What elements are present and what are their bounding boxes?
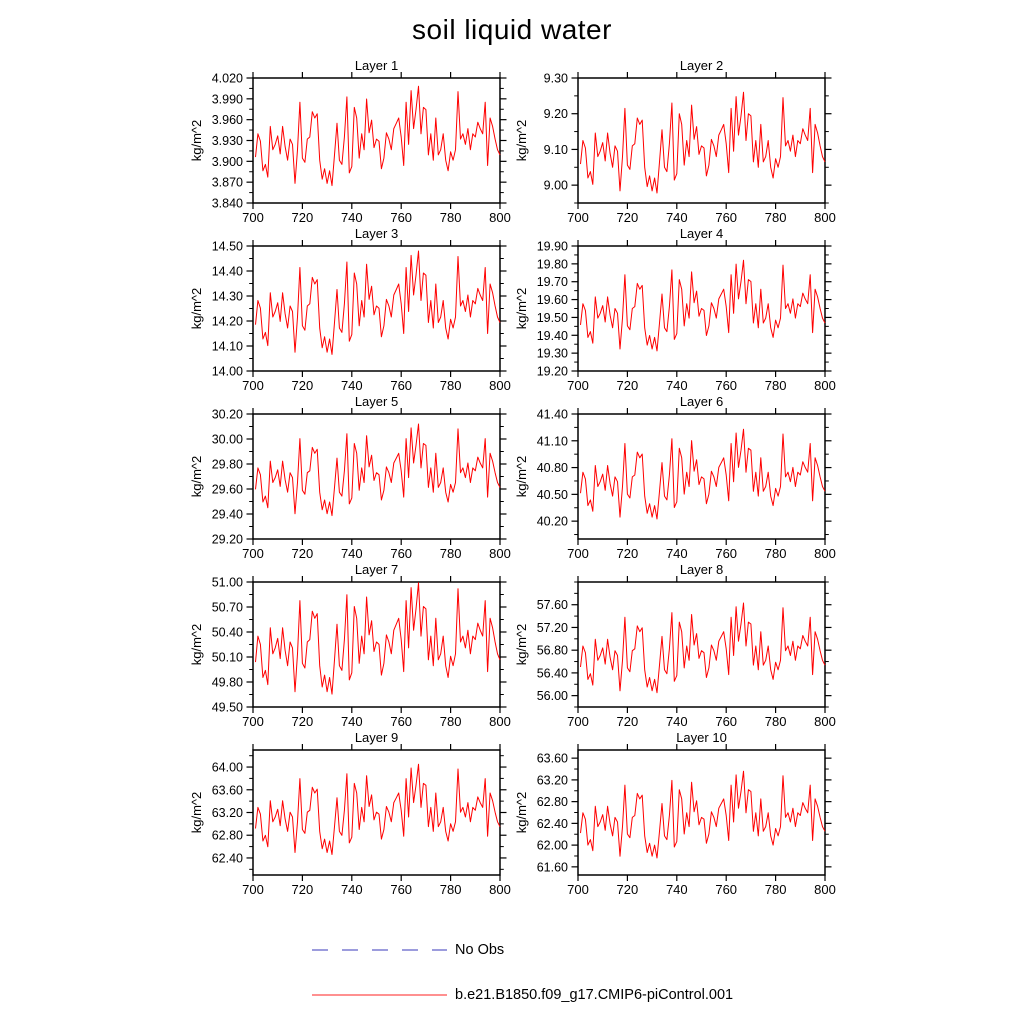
legend-label-no-obs: No Obs: [455, 942, 505, 958]
x-tick-label: 780: [439, 714, 462, 729]
y-tick-label: 3.960: [211, 113, 243, 128]
x-tick-label: 760: [715, 378, 738, 393]
y-tick-label: 9.30: [543, 71, 568, 86]
y-tick-label: 64.00: [211, 760, 243, 775]
x-tick-label: 760: [390, 210, 413, 225]
series-line: [256, 251, 501, 354]
x-tick-label: 740: [340, 882, 363, 897]
x-tick-label: 720: [616, 882, 639, 897]
y-axis-label: kg/m^2: [189, 791, 204, 834]
y-tick-label: 41.40: [536, 407, 568, 422]
y-axis-label: kg/m^2: [514, 287, 529, 330]
y-tick-label: 56.40: [536, 666, 568, 681]
y-tick-label: 61.60: [536, 860, 568, 875]
y-tick-label: 14.30: [211, 289, 243, 304]
x-tick-label: 800: [489, 714, 511, 729]
y-tick-label: 3.990: [211, 92, 243, 107]
panel-layer-4: [514, 226, 836, 393]
y-tick-label: 9.10: [543, 142, 568, 157]
y-axis-label: kg/m^2: [189, 623, 204, 666]
x-tick-label: 700: [242, 546, 264, 561]
x-tick-label: 760: [390, 378, 413, 393]
y-tick-label: 29.60: [211, 482, 243, 497]
x-tick-label: 740: [340, 378, 363, 393]
x-tick-label: 760: [715, 210, 738, 225]
y-axis-label: kg/m^2: [514, 119, 529, 162]
y-tick-label: 50.70: [211, 600, 243, 615]
x-tick-label: 720: [291, 882, 314, 897]
x-tick-label: 760: [715, 882, 738, 897]
x-tick-label: 720: [291, 378, 314, 393]
x-tick-label: 740: [665, 882, 688, 897]
x-tick-label: 780: [764, 210, 787, 225]
series-line: [581, 260, 826, 351]
y-tick-label: 9.20: [543, 107, 568, 122]
x-tick-label: 740: [665, 210, 688, 225]
x-tick-label: 700: [567, 882, 589, 897]
panel-title: Layer 6: [679, 394, 724, 409]
panel-layer-7: [189, 562, 511, 729]
series-line: [581, 92, 826, 193]
series-line: [256, 764, 501, 854]
y-axis-label: kg/m^2: [514, 455, 529, 498]
x-tick-label: 720: [616, 210, 639, 225]
y-tick-label: 40.80: [536, 461, 568, 476]
y-tick-label: 19.50: [536, 310, 568, 325]
x-tick-label: 740: [665, 546, 688, 561]
y-tick-label: 50.10: [211, 650, 243, 665]
panel-layer-6: [514, 394, 836, 561]
x-tick-label: 780: [439, 210, 462, 225]
x-tick-label: 720: [616, 714, 639, 729]
panel-title: Layer 8: [679, 562, 724, 577]
x-tick-label: 780: [439, 546, 462, 561]
series-line: [256, 424, 501, 516]
series-line: [581, 603, 826, 693]
no-obs-dashed-line-swatch: [312, 945, 447, 955]
legend-item-no-obs: [312, 942, 504, 958]
y-tick-label: 63.60: [536, 751, 568, 766]
x-tick-label: 780: [439, 378, 462, 393]
panel-layer-5: [189, 394, 511, 561]
y-tick-label: 56.00: [536, 689, 568, 704]
x-tick-label: 760: [390, 546, 413, 561]
y-tick-label: 19.80: [536, 257, 568, 272]
x-tick-label: 740: [665, 714, 688, 729]
x-tick-label: 700: [567, 546, 589, 561]
series-line: [256, 86, 501, 185]
x-tick-label: 780: [764, 546, 787, 561]
y-tick-label: 29.20: [211, 532, 243, 547]
series-line: [581, 771, 826, 858]
y-axis-label: kg/m^2: [189, 119, 204, 162]
y-axis-label: kg/m^2: [189, 455, 204, 498]
y-tick-label: 51.00: [211, 575, 243, 590]
y-tick-label: 30.20: [211, 407, 243, 422]
y-tick-label: 19.30: [536, 346, 568, 361]
y-tick-label: 3.870: [211, 175, 243, 190]
x-tick-label: 800: [489, 546, 511, 561]
model-run-solid-line-swatch: [312, 990, 447, 1000]
panel-layer-1: [189, 58, 511, 225]
y-tick-label: 50.40: [211, 625, 243, 640]
x-tick-label: 760: [390, 882, 413, 897]
y-tick-label: 29.80: [211, 457, 243, 472]
x-tick-label: 800: [489, 882, 511, 897]
panel-layer-8: [514, 562, 836, 729]
x-tick-label: 720: [616, 378, 639, 393]
legend-item-model-run: [312, 987, 733, 1003]
x-tick-label: 700: [567, 378, 589, 393]
y-tick-label: 63.20: [211, 806, 243, 820]
panel-title: Layer 9: [354, 730, 399, 745]
y-tick-label: 14.40: [211, 264, 243, 279]
y-tick-label: 19.40: [536, 328, 568, 343]
y-axis-label: kg/m^2: [514, 791, 529, 834]
y-tick-label: 49.50: [211, 700, 243, 715]
series-line: [581, 429, 826, 519]
y-tick-label: 14.10: [211, 339, 243, 354]
y-tick-label: 19.60: [536, 293, 568, 308]
y-tick-label: 3.900: [211, 154, 243, 169]
y-tick-label: 14.20: [211, 314, 243, 329]
panel-title: Layer 1: [354, 58, 399, 73]
x-tick-label: 700: [567, 210, 589, 225]
x-tick-label: 780: [764, 882, 787, 897]
y-tick-label: 62.80: [211, 828, 243, 843]
x-tick-label: 740: [340, 210, 363, 225]
panel-layer-2: [514, 58, 836, 225]
x-tick-label: 760: [715, 546, 738, 561]
y-tick-label: 57.20: [536, 620, 568, 635]
x-tick-label: 720: [291, 714, 314, 729]
y-tick-label: 62.40: [536, 816, 568, 831]
x-tick-label: 780: [764, 378, 787, 393]
x-tick-label: 800: [814, 882, 836, 897]
x-tick-label: 800: [489, 378, 511, 393]
y-tick-label: 62.40: [211, 851, 243, 866]
panel-title: Layer 4: [679, 226, 724, 241]
x-tick-label: 720: [291, 210, 314, 225]
y-tick-label: 56.80: [536, 643, 568, 658]
legend-label-model-run: b.e21.B1850.f09_g17.CMIP6-piControl.001: [455, 987, 734, 1003]
panel-layer-9: [189, 730, 511, 897]
panel-title: Layer 2: [679, 58, 724, 73]
y-tick-label: 14.00: [211, 364, 243, 379]
x-tick-label: 760: [715, 714, 738, 729]
y-tick-label: 14.50: [211, 239, 243, 254]
x-tick-label: 700: [567, 714, 589, 729]
y-tick-label: 29.40: [211, 507, 243, 522]
y-tick-label: 4.020: [211, 71, 243, 86]
y-tick-label: 62.80: [536, 795, 568, 810]
x-tick-label: 720: [616, 546, 639, 561]
x-tick-label: 780: [439, 882, 462, 897]
y-tick-label: 63.20: [536, 773, 568, 788]
y-tick-label: 3.930: [211, 134, 243, 148]
y-tick-label: 49.80: [211, 675, 243, 690]
x-tick-label: 780: [764, 714, 787, 729]
y-axis-label: kg/m^2: [189, 287, 204, 330]
y-tick-label: 63.60: [211, 783, 243, 798]
x-tick-label: 720: [291, 546, 314, 561]
panel-layer-10: [514, 730, 836, 897]
y-tick-label: 19.20: [536, 364, 568, 379]
x-tick-label: 740: [340, 546, 363, 561]
x-tick-label: 800: [814, 378, 836, 393]
y-tick-label: 40.50: [536, 487, 568, 502]
y-tick-label: 19.90: [536, 239, 568, 254]
y-tick-label: 41.10: [536, 434, 568, 449]
x-tick-label: 760: [390, 714, 413, 729]
x-tick-label: 800: [814, 210, 836, 225]
y-tick-label: 3.840: [211, 196, 243, 211]
y-tick-label: 57.60: [536, 598, 568, 613]
y-tick-label: 62.00: [536, 838, 568, 853]
x-tick-label: 700: [242, 882, 264, 897]
y-tick-label: 19.70: [536, 275, 568, 290]
panel-title: Layer 7: [354, 562, 399, 577]
x-tick-label: 740: [665, 378, 688, 393]
x-tick-label: 800: [814, 714, 836, 729]
y-tick-label: 30.00: [211, 432, 243, 447]
x-tick-label: 740: [340, 714, 363, 729]
x-tick-label: 800: [814, 546, 836, 561]
panel-title: Layer 10: [676, 730, 727, 745]
series-line: [256, 583, 501, 694]
y-tick-label: 40.20: [536, 514, 568, 529]
panel-layer-3: [189, 226, 511, 393]
x-tick-label: 700: [242, 210, 264, 225]
x-tick-label: 700: [242, 378, 264, 393]
x-tick-label: 800: [489, 210, 511, 225]
x-tick-label: 700: [242, 714, 264, 729]
plot-box: [578, 582, 825, 707]
y-axis-label: kg/m^2: [514, 623, 529, 666]
figure-title: soil liquid water: [412, 14, 612, 45]
panel-title: Layer 5: [354, 394, 399, 409]
y-tick-label: 9.00: [543, 178, 568, 193]
panel-title: Layer 3: [354, 226, 399, 241]
